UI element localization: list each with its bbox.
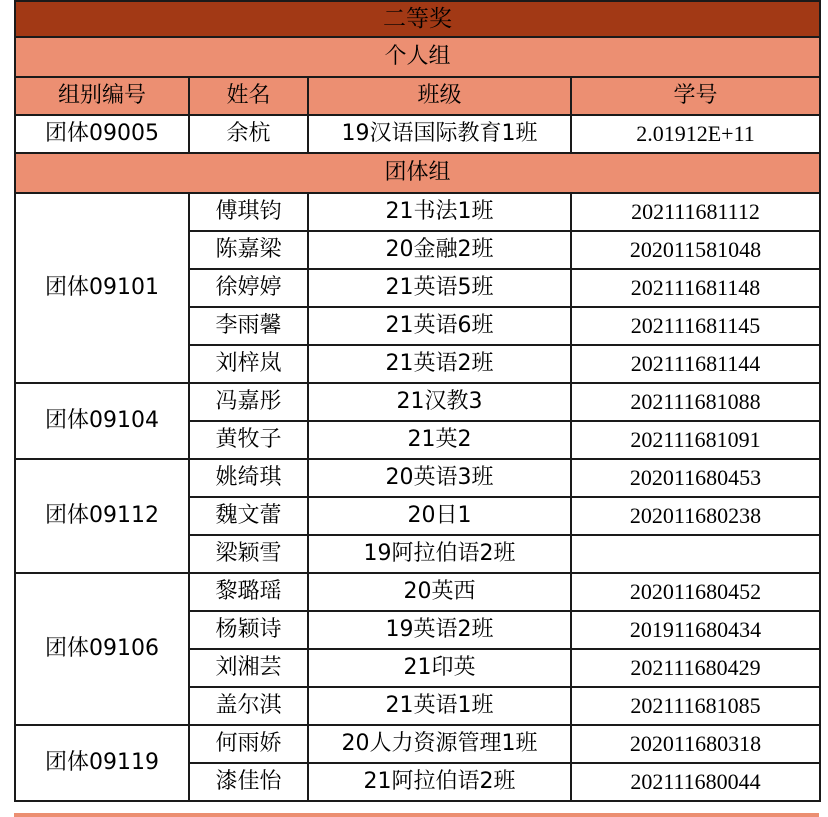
section-row-individual — [15, 37, 820, 77]
id-cell: 202011680318 — [571, 725, 820, 763]
id-cell: 202011680453 — [571, 459, 820, 497]
next-section-strip — [14, 813, 819, 817]
class-cell: 20人力资源管理1班 — [308, 725, 571, 763]
id-cell: 202111681088 — [571, 383, 820, 421]
id-cell: 202111681085 — [571, 687, 820, 725]
sheet-title: 二等奖 — [15, 1, 820, 37]
name-cell: 徐婷婷 — [189, 269, 308, 307]
id-cell: 202111680044 — [571, 763, 820, 801]
name-cell: 黎璐瑶 — [189, 573, 308, 611]
id-cell: 202111681112 — [571, 193, 820, 231]
name-cell: 漆佳怡 — [189, 763, 308, 801]
class-cell: 21英语1班 — [308, 687, 571, 725]
group-cell: 团体09101 — [15, 193, 189, 383]
name-cell: 杨颖诗 — [189, 611, 308, 649]
id-cell: 201911680434 — [571, 611, 820, 649]
name-cell: 余杭 — [189, 115, 308, 153]
id-cell: 202011680238 — [571, 497, 820, 535]
header-class: 班级 — [308, 77, 571, 115]
name-cell: 傅琪钧 — [189, 193, 308, 231]
name-cell: 盖尔淇 — [189, 687, 308, 725]
class-cell: 20英语3班 — [308, 459, 571, 497]
class-cell: 21英语5班 — [308, 269, 571, 307]
section-title-individual: 个人组 — [15, 37, 820, 77]
id-cell: 202111681144 — [571, 345, 820, 383]
class-cell: 20日1 — [308, 497, 571, 535]
name-cell: 何雨娇 — [189, 725, 308, 763]
name-cell: 姚绮琪 — [189, 459, 308, 497]
header-name: 姓名 — [189, 77, 308, 115]
id-cell: 2.01912E+11 — [571, 115, 820, 153]
class-cell: 20金融2班 — [308, 231, 571, 269]
group-cell: 团体09104 — [15, 383, 189, 459]
id-cell: 202011680452 — [571, 573, 820, 611]
name-cell: 黄牧子 — [189, 421, 308, 459]
table-row — [15, 115, 820, 153]
name-cell: 梁颖雪 — [189, 535, 308, 573]
award-table — [14, 0, 821, 802]
class-cell: 19阿拉伯语2班 — [308, 535, 571, 573]
class-cell: 21汉教3 — [308, 383, 571, 421]
id-cell: 202111681091 — [571, 421, 820, 459]
class-cell: 21英语2班 — [308, 345, 571, 383]
name-cell: 魏文蕾 — [189, 497, 308, 535]
id-cell: 202111681145 — [571, 307, 820, 345]
class-cell: 21印英 — [308, 649, 571, 687]
class-cell: 21阿拉伯语2班 — [308, 763, 571, 801]
table-row — [15, 193, 820, 231]
class-cell: 21书法1班 — [308, 193, 571, 231]
section-row-team — [15, 153, 820, 193]
name-cell: 刘湘芸 — [189, 649, 308, 687]
group-cell: 团体09106 — [15, 573, 189, 725]
id-cell — [571, 535, 820, 573]
class-cell: 19汉语国际教育1班 — [308, 115, 571, 153]
class-cell: 20英西 — [308, 573, 571, 611]
group-cell: 团体09119 — [15, 725, 189, 801]
name-cell: 刘梓岚 — [189, 345, 308, 383]
table-row — [15, 725, 820, 763]
id-cell: 202011581048 — [571, 231, 820, 269]
table-row — [15, 383, 820, 421]
group-cell: 团体09005 — [15, 115, 189, 153]
header-id: 学号 — [571, 77, 820, 115]
table-row — [15, 573, 820, 611]
class-cell: 21英2 — [308, 421, 571, 459]
table-row — [15, 459, 820, 497]
id-cell: 202111681148 — [571, 269, 820, 307]
title-row — [15, 1, 820, 37]
award-sheet — [14, 0, 819, 802]
header-row — [15, 77, 820, 115]
name-cell: 冯嘉彤 — [189, 383, 308, 421]
section-title-team: 团体组 — [15, 153, 820, 193]
header-group: 组别编号 — [15, 77, 189, 115]
class-cell: 21英语6班 — [308, 307, 571, 345]
id-cell: 202111680429 — [571, 649, 820, 687]
group-cell: 团体09112 — [15, 459, 189, 573]
name-cell: 陈嘉梁 — [189, 231, 308, 269]
name-cell: 李雨馨 — [189, 307, 308, 345]
class-cell: 19英语2班 — [308, 611, 571, 649]
